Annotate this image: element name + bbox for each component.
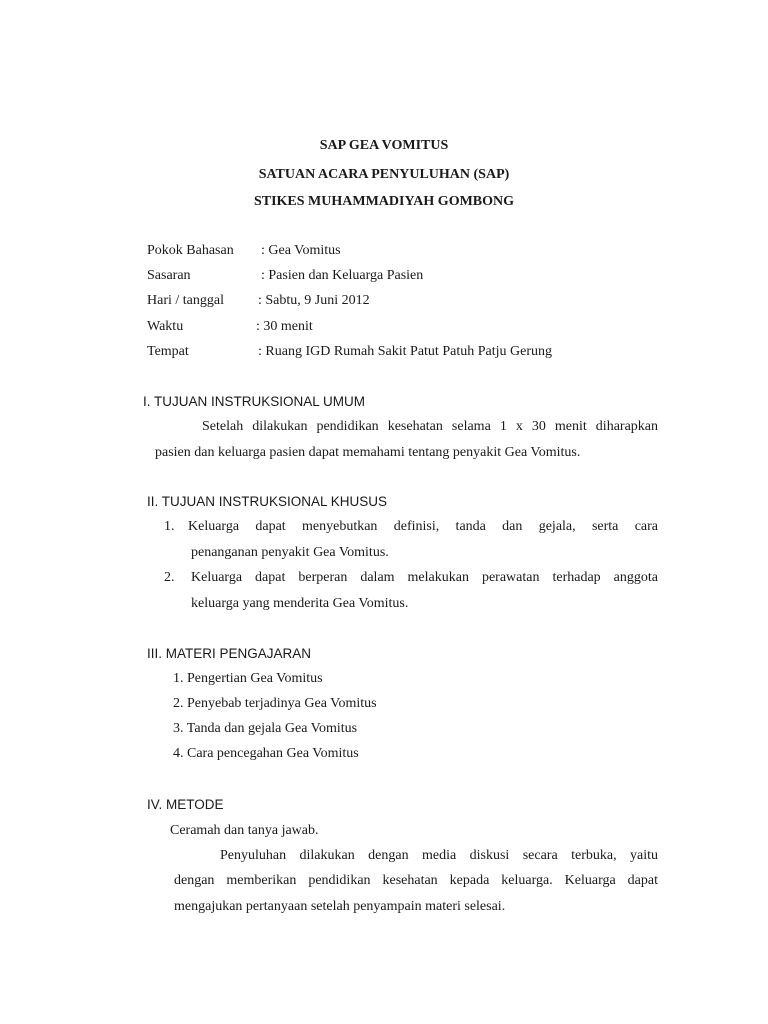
info-value-hari-tanggal: : Sabtu, 9 Juni 2012 bbox=[258, 293, 370, 308]
list-item-number: 2. bbox=[164, 570, 175, 585]
section-heading-metode: IV. METODE bbox=[147, 797, 224, 812]
document-title: SAP GEA VOMITUS bbox=[319, 138, 449, 153]
section-heading-tujuan-umum: I. TUJUAN INSTRUKSIONAL UMUM bbox=[143, 394, 366, 409]
paragraph-line: dengan memberikan pendidikan kesehatan kepada keluarga. Keluarga dapat bbox=[174, 873, 658, 888]
info-value-waktu: : 30 menit bbox=[256, 319, 313, 334]
document-subtitle: SATUAN ACARA PENYULUHAN (SAP) bbox=[258, 167, 510, 182]
info-value-tempat: : Ruang IGD Rumah Sakit Patut Patuh Patju Gerung bbox=[258, 344, 552, 359]
list-item-number: 1. bbox=[164, 519, 175, 534]
info-label-tempat: Tempat bbox=[147, 344, 189, 359]
section-heading-tujuan-khusus: II. TUJUAN INSTRUKSIONAL KHUSUS bbox=[147, 494, 388, 509]
list-item-text: keluarga yang menderita Gea Vomitus. bbox=[191, 596, 409, 611]
list-item: 1. Pengertian Gea Vomitus bbox=[173, 671, 323, 686]
list-item: 3. Tanda dan gejala Gea Vomitus bbox=[173, 721, 358, 736]
list-item-text: penanganan penyakit Gea Vomitus. bbox=[191, 545, 389, 560]
info-value-pokok-bahasan: : Gea Vomitus bbox=[261, 243, 341, 258]
list-item: 2. Penyebab terjadinya Gea Vomitus bbox=[173, 696, 377, 711]
info-value-sasaran: : Pasien dan Keluarga Pasien bbox=[261, 268, 424, 283]
info-label-sasaran: Sasaran bbox=[147, 268, 191, 283]
list-item-text: Keluarga dapat berperan dalam melakukan perawatan terhadap anggota bbox=[191, 570, 658, 585]
section-heading-materi: III. MATERI PENGAJARAN bbox=[147, 646, 312, 661]
institution-name: STIKES MUHAMMADIYAH GOMBONG bbox=[253, 194, 515, 209]
paragraph-line: Penyuluhan dilakukan dengan media diskusi secara terbuka, yaitu bbox=[220, 848, 658, 863]
paragraph-line: Setelah dilakukan pendidikan kesehatan selama 1 x 30 menit diharapkan bbox=[202, 419, 658, 434]
paragraph-line: Ceramah dan tanya jawab. bbox=[170, 823, 319, 838]
list-item-text: Keluarga dapat menyebutkan definisi, tanda dan gejala, serta cara bbox=[188, 519, 658, 534]
info-label-pokok-bahasan: Pokok Bahasan bbox=[147, 243, 234, 258]
paragraph-line: mengajukan pertanyaan setelah penyampain materi selesai. bbox=[174, 899, 506, 914]
info-label-waktu: Waktu bbox=[147, 319, 184, 334]
list-item: 4. Cara pencegahan Gea Vomitus bbox=[173, 746, 359, 761]
info-label-hari-tanggal: Hari / tanggal bbox=[147, 293, 224, 308]
paragraph-line: pasien dan keluarga pasien dapat memahami tentang penyakit Gea Vomitus. bbox=[155, 445, 581, 460]
